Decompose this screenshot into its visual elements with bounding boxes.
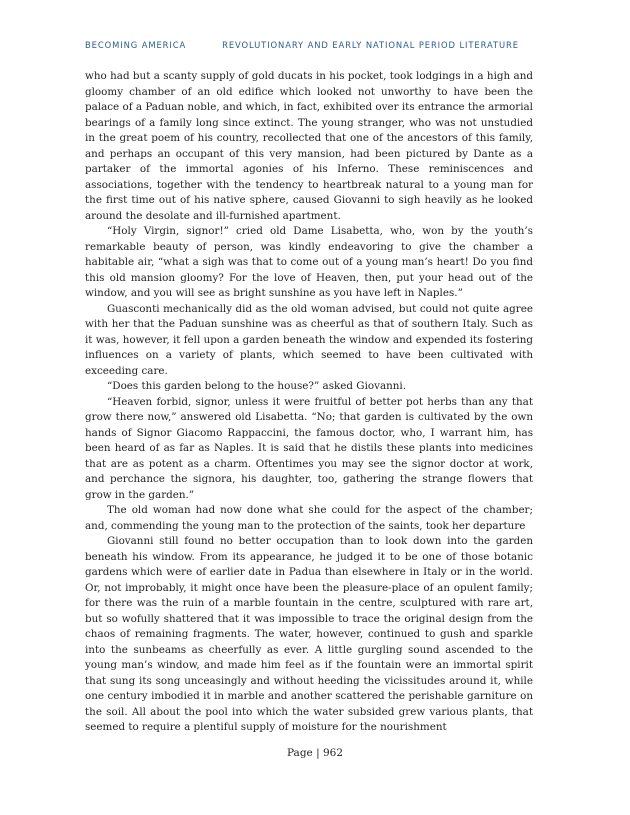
- paragraph: “Holy Virgin, signor!” cried old Dame Lisabetta, who, won by the youth’s remarkable beauty of person, was kindly endeavoring to give the chamber a habitable air, “what a sigh was that to come out of a young man’s heart! Do you find this old mansion gloomy? For the love of Heaven, then, put your head out of the window, and you will see as bright sunshine as you have left in Naples.”: [85, 225, 533, 299]
- paragraph: Giovanni still found no better occupation than to look down into the garden beneath his window. From its appearance, he judged it to be one of those botanic gardens which were of earlier date in Padua than elsewhere in Italy or in the world. Or, not improbably, it might once have been the pleasure-place of an opulent family; for there was the ruin of a marble fountain in the centre, sculptured with rare art, but so wofully shattered that it was impossible to trace the original design from the chaos of remaining fragments. The water, however, continued to gush and sparkle into the sunbeams as cheerfully as ever. A little gurgling sound ascended to the young man’s window, and made him feel as if the fountain were an immortal spirit that sung its song unceasingly and without heeding the vicissitudes around it, while one century imbodied it in marble and another scattered the perishable garniture on the soil. All about the pool into which the water subsided grew various plants, that seemed to require a plentiful supply of moisture for the nourishment: [85, 535, 533, 733]
- running-header: [85, 40, 519, 50]
- paragraph: The old woman had now done what she could for the aspect of the chamber; and, commending the young man to the protection of the saints, took her departure: [85, 504, 533, 532]
- paragraph: Guasconti mechanically did as the old woman advised, but could not quite agree with her that the Paduan sunshine was as cheerful as that of southern Italy. Such as it was, however, it fell upon a garden beneath the window and expended its fostering influences on a variety of plants, which seemed to have been cultivated with exceeding care.: [85, 302, 533, 377]
- page-body: [85, 69, 533, 736]
- header-book-title: BECOMING AMERICA: [85, 40, 187, 50]
- page-number: Page | 962: [286, 747, 344, 759]
- paragraph-continuation: who had but a scanty supply of gold ducats in his pocket, took lodgings in a high and gloomy chamber of an old edifice which looked not unworthy to have been the palace of a Paduan noble, and which, in fact, exhibited over its entrance the armorial bearings of a family long since extinct. The young stranger, who was not unstudied in the great poem of his country, recollected that one of the ancestors of this family, and perhaps an occupant of this very mansion, had been pictured by Dante as a partaker of the immortal agonies of his Inferno. These reminiscences and associations, together with the tendency to heartbreak natural to a young man for the first time out of his native sphere, caused Giovanni to sigh heavily as he looked around the desolate and ill-furnished apartment.: [85, 70, 533, 222]
- paragraph: “Heaven forbid, signor, unless it were fruitful of better pot herbs than any that grow there now,” answered old Lisabetta. “No; that garden is cultivated by the own hands of Signor Giacomo Rappaccini, the famous doctor, who, I warrant him, has been heard of as far as Naples. It is said that he distils these plants into medicines that are as potent as a charm. Oftentimes you may see the signor doctor at work, and perchance the signora, his daughter, too, gathering the strange flowers that grow in the garden.”: [85, 395, 533, 501]
- header-section-title: REVOLUTIONARY AND EARLY NATIONAL PERIOD LITERATURE: [222, 40, 519, 50]
- paragraph: “Does this garden belong to the house?” asked Giovanni.: [107, 380, 407, 392]
